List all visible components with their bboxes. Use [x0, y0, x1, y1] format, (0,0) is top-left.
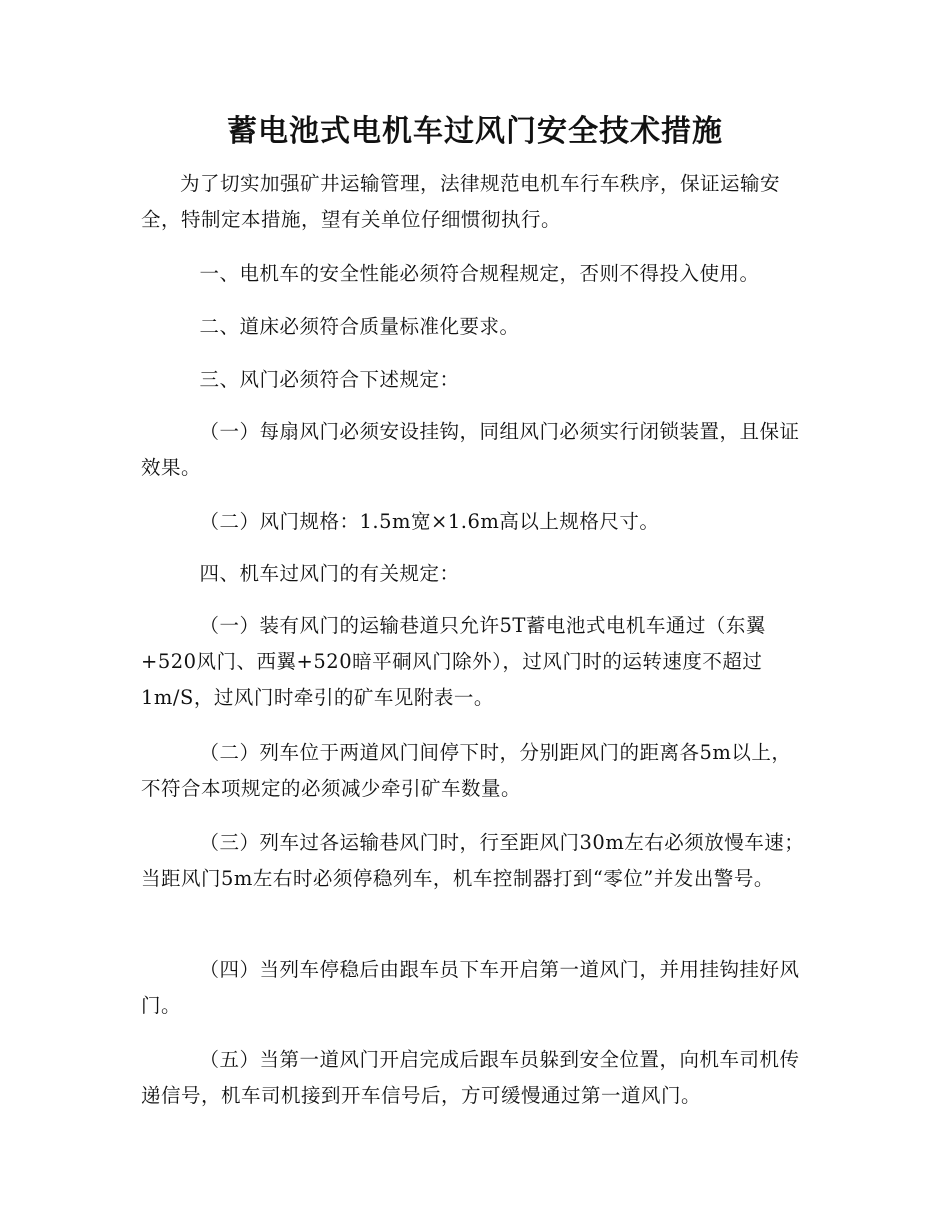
section-4-item-4: （四）当列车停稳后由跟车员下车开启第一道风门，并用挂钩挂好风门。: [141, 958, 800, 1017]
section-3-item-1: （一）每扇风门必须安设挂钩，同组风门必须实行闭锁装置，且保证效果。: [141, 420, 800, 479]
section-4-item-5: （五）当第一道风门开启完成后跟车员躲到安全位置，向机车司机传递信号，机车司机接到开车信号后，方可缓慢通过第一道风门。: [141, 1048, 800, 1107]
section-4-item-2: （二）列车位于两道风门间停下时，分别距风门的距离各5m以上，不符合本项规定的必须减少牵引矿车数量。: [141, 741, 792, 800]
section-2-paragraph: 二、道床必须符合质量标准化要求。: [199, 315, 520, 338]
section-4-heading: 四、机车过风门的有关规定：: [199, 562, 460, 585]
section-1-paragraph: 一、电机车的安全性能必须符合规程规定，否则不得投入使用。: [199, 262, 760, 285]
document-title: 蓄电池式电机车过风门安全技术措施: [227, 114, 723, 149]
section-4-item-3: （三）列车过各运输巷风门时，行至距风门30m左右必须放慢车速；当距风门5m左右时必须停稳列车，机车控制器打到“零位”并发出警号。: [141, 831, 805, 890]
intro-paragraph: 为了切实加强矿井运输管理，法律规范电机车行车秩序，保证运输安全，特制定本措施，望有关单位仔细惯彻执行。: [141, 172, 781, 231]
section-3-item-2: （二）风门规格：1.5m宽×1.6m高以上规格尺寸。: [199, 510, 660, 533]
section-3-heading: 三、风门必须符合下述规定：: [199, 368, 460, 391]
section-4-item-1: （一）装有风门的运输巷道只允许5T蓄电池式电机车通过（东翼+520风门、西翼+520暗平硐风门除外），过风门时的运转速度不超过1m/S，过风门时牵引的矿车见附表一。: [141, 614, 766, 709]
